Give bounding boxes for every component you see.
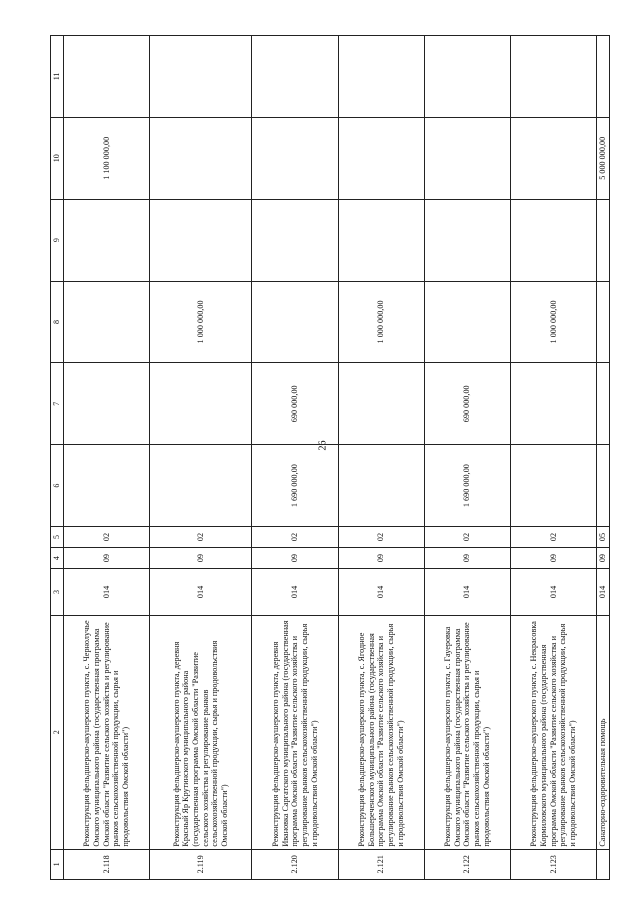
cell-col4: 09 bbox=[252, 548, 338, 569]
cell-col4: 09 bbox=[597, 548, 610, 569]
cell-col11 bbox=[64, 36, 150, 118]
table-row bbox=[64, 36, 150, 880]
table-row bbox=[597, 36, 610, 880]
cell-col3: 014 bbox=[597, 569, 610, 616]
cell-col5: 02 bbox=[64, 527, 150, 548]
cell-col8: 1 000 000,00 bbox=[338, 281, 424, 363]
cell-col3: 014 bbox=[510, 569, 596, 616]
cell-col11 bbox=[597, 36, 610, 118]
cell-col5: 02 bbox=[510, 527, 596, 548]
row-number bbox=[597, 849, 610, 879]
cell-col7 bbox=[510, 363, 596, 445]
cell-col5: 02 bbox=[424, 527, 510, 548]
col-header: 11 bbox=[51, 36, 64, 118]
cell-col8 bbox=[64, 281, 150, 363]
row-description: Реконструкция фельдшерско-акушерского пункта, деревня Красный Яр Крутинского муниципального района (государственная программа Омской области "Развитие сельского хозяйства и регулирование рынков сельскохозяйственной продукции, сырья и продовольствия Омской области") bbox=[150, 615, 252, 849]
cell-col5: 05 bbox=[597, 527, 610, 548]
cell-col6 bbox=[64, 445, 150, 527]
col-header: 7 bbox=[51, 363, 64, 445]
table-row bbox=[252, 36, 338, 880]
cell-col9 bbox=[150, 199, 252, 281]
cell-col8: 1 000 000,00 bbox=[150, 281, 252, 363]
table-row bbox=[424, 36, 510, 880]
cell-col5: 02 bbox=[338, 527, 424, 548]
cell-col9 bbox=[338, 199, 424, 281]
cell-col6 bbox=[597, 445, 610, 527]
cell-col4: 09 bbox=[64, 548, 150, 569]
cell-col10 bbox=[510, 117, 596, 199]
cell-col11 bbox=[510, 36, 596, 118]
cell-col4: 09 bbox=[424, 548, 510, 569]
cell-col3: 014 bbox=[252, 569, 338, 616]
cell-col11 bbox=[150, 36, 252, 118]
row-number: 2.122 bbox=[424, 849, 510, 879]
col-header: 4 bbox=[51, 548, 64, 569]
table-row bbox=[150, 36, 252, 880]
col-header: 1 bbox=[51, 849, 64, 879]
cell-col10: 5 000 000,00 bbox=[597, 117, 610, 199]
cell-col7 bbox=[338, 363, 424, 445]
cell-col10 bbox=[424, 117, 510, 199]
cell-col9 bbox=[424, 199, 510, 281]
budget-table-rotated bbox=[50, 35, 610, 880]
header-row bbox=[51, 36, 64, 880]
col-header: 9 bbox=[51, 199, 64, 281]
cell-col3: 014 bbox=[64, 569, 150, 616]
col-header: 2 bbox=[51, 615, 64, 849]
row-number: 2.120 bbox=[252, 849, 338, 879]
cell-col4: 09 bbox=[150, 548, 252, 569]
cell-col5: 02 bbox=[150, 527, 252, 548]
cell-col6: 1 690 000,00 bbox=[252, 445, 338, 527]
cell-col10 bbox=[252, 117, 338, 199]
cell-col8 bbox=[424, 281, 510, 363]
col-header: 10 bbox=[51, 117, 64, 199]
cell-col11 bbox=[252, 36, 338, 118]
cell-col8 bbox=[252, 281, 338, 363]
cell-col7: 690 000,00 bbox=[252, 363, 338, 445]
budget-table bbox=[50, 35, 610, 880]
cell-col7 bbox=[597, 363, 610, 445]
cell-col3: 014 bbox=[338, 569, 424, 616]
cell-col9 bbox=[64, 199, 150, 281]
row-number: 2.123 bbox=[510, 849, 596, 879]
cell-col9 bbox=[510, 199, 596, 281]
cell-col6 bbox=[150, 445, 252, 527]
row-description: Реконструкция фельдшерско-акушерского пункта, с. Чернолучье Омского муниципального района (государственная программа Омской области "Развитие сельского хозяйства и регулирование рынков сельскохозяйственной продукции, сырья и продовольствия Омской области") bbox=[64, 615, 150, 849]
cell-col8 bbox=[597, 281, 610, 363]
cell-col7 bbox=[64, 363, 150, 445]
cell-col10: 1 100 000,00 bbox=[64, 117, 150, 199]
col-header: 8 bbox=[51, 281, 64, 363]
cell-col6 bbox=[338, 445, 424, 527]
cell-col4: 09 bbox=[338, 548, 424, 569]
cell-col11 bbox=[338, 36, 424, 118]
cell-col10 bbox=[150, 117, 252, 199]
page-number: 26 bbox=[317, 440, 329, 451]
cell-col7 bbox=[150, 363, 252, 445]
table-row bbox=[510, 36, 596, 880]
cell-col9 bbox=[597, 199, 610, 281]
row-description: Реконструкция фельдшерско-акушерского пункта, с. Гауеровка Омского муниципального района (государственная программа Омской области "Развитие сельского хозяйства и регулирование рынков сельскохозяйственной продукции, сырья и продовольствия Омской области") bbox=[424, 615, 510, 849]
cell-col3: 014 bbox=[150, 569, 252, 616]
col-header: 6 bbox=[51, 445, 64, 527]
row-description: Реконструкция фельдшерско-акушерского пункта, деревня Ивановка Саргатского муниципального района (государственная программа Омской области "Развитие сельского хозяйства и регулирование рынков сельскохозяйственной продукции, сырья и продовольствия Омской области") bbox=[252, 615, 338, 849]
row-description: Реконструкция фельдшерско-акушерского пункта, с. Ягодное Большереченского муниципального района (государственная программа Омской области "Развитие сельского хозяйства и регулирование рынков сельскохозяйственной продукции, сырья и продовольствия Омской области") bbox=[338, 615, 424, 849]
cell-col6 bbox=[510, 445, 596, 527]
row-number: 2.118 bbox=[64, 849, 150, 879]
row-number: 2.119 bbox=[150, 849, 252, 879]
row-description: Реконструкция фельдшерско-акушерского пункта, с. Некрасовка Кормиловского муниципального района (государственная программа Омской области "Развитие сельского хозяйства и регулирование рынков сельскохозяйственной продукции, сырья и продовольствия Омской области") bbox=[510, 615, 596, 849]
cell-col6: 1 690 000,00 bbox=[424, 445, 510, 527]
cell-col9 bbox=[252, 199, 338, 281]
cell-col8: 1 000 000,00 bbox=[510, 281, 596, 363]
cell-col11 bbox=[424, 36, 510, 118]
row-description: Санаторно-оздоровительная помощь bbox=[597, 615, 610, 849]
cell-col3: 014 bbox=[424, 569, 510, 616]
row-number: 2.121 bbox=[338, 849, 424, 879]
col-header: 3 bbox=[51, 569, 64, 616]
col-header: 5 bbox=[51, 527, 64, 548]
cell-col7: 690 000,00 bbox=[424, 363, 510, 445]
cell-col10 bbox=[338, 117, 424, 199]
table-row bbox=[338, 36, 424, 880]
cell-col4: 09 bbox=[510, 548, 596, 569]
cell-col5: 02 bbox=[252, 527, 338, 548]
